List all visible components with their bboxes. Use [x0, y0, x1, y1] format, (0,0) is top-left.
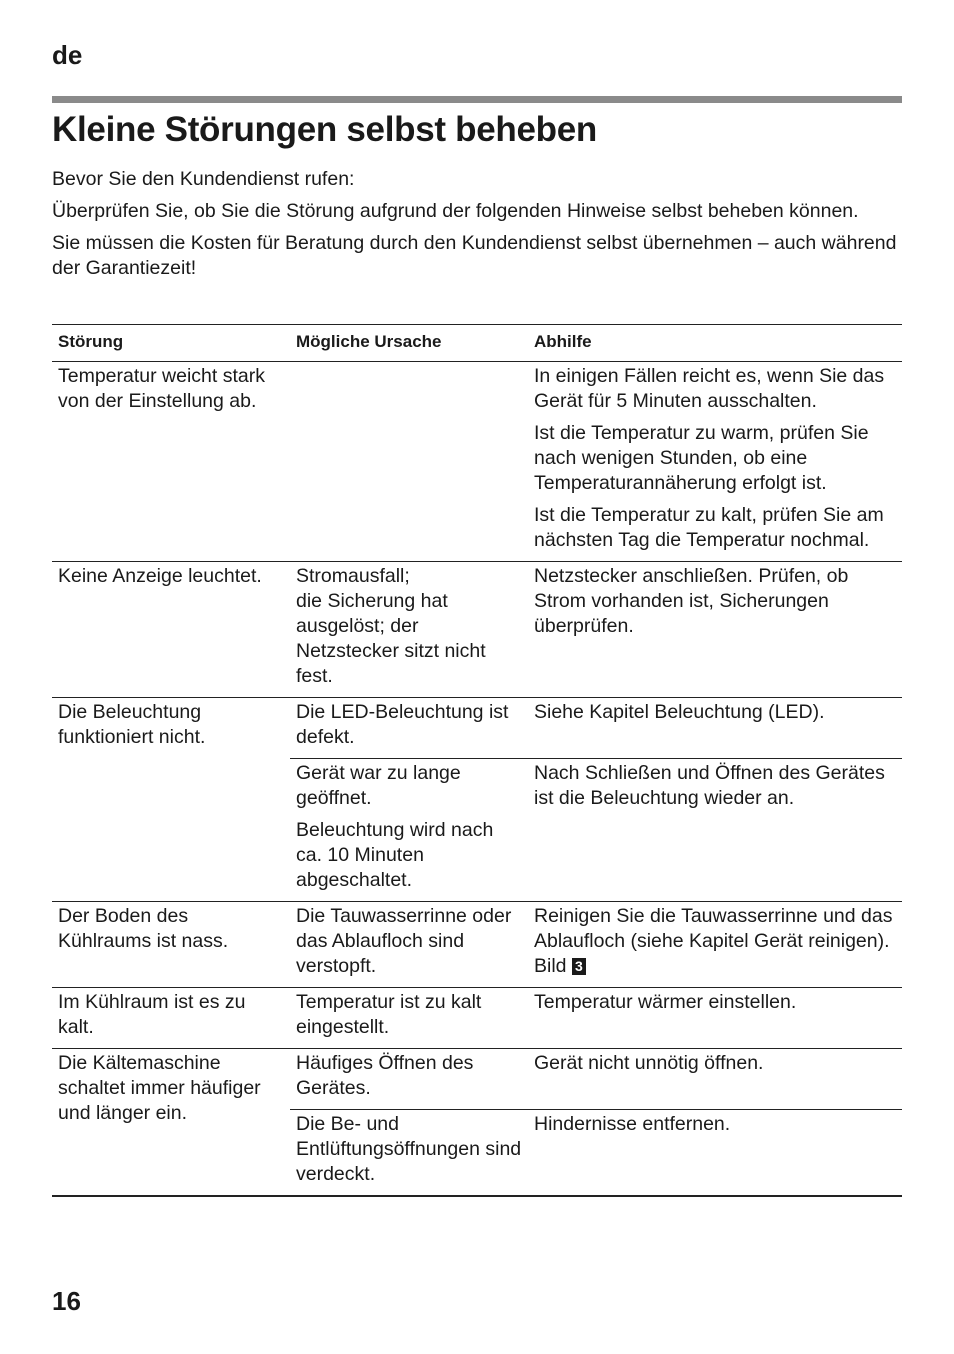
abhilfe-cell — [528, 362, 902, 562]
ursache-cell: Die LED-Beleuchtung ist defekt. — [290, 698, 528, 759]
intro-paragraph: Bevor Sie den Kundendienst rufen: — [52, 168, 355, 190]
column-header-stoerung: Störung — [52, 325, 290, 362]
ursache-cell — [290, 562, 528, 698]
ursache-cell — [290, 362, 528, 562]
ursache-text: Gerät war zu lange geöffnet. — [296, 762, 461, 809]
table-row — [52, 698, 902, 759]
stoerung-cell: Keine Anzeige leuchtet. — [52, 562, 290, 698]
ursache-text: Beleuchtung wird nach ca. 10 Minuten abgeschaltet. — [296, 819, 494, 891]
stoerung-cell: Temperatur weicht stark von der Einstellung ab. — [52, 362, 290, 562]
table-row — [52, 988, 902, 1049]
column-header-abhilfe: Abhilfe — [528, 325, 902, 362]
abhilfe-cell — [528, 902, 902, 988]
abhilfe-text: In einigen Fällen reicht es, wenn Sie das Gerät für 5 Minuten ausschalten. — [534, 365, 885, 412]
ursache-cell: Die Be- und Entlüftungsöffnungen sind verdeckt. — [290, 1110, 528, 1197]
page-title: Kleine Störungen selbst beheben — [52, 110, 597, 149]
ursache-cell: Die Tauwasserrinne oder das Ablaufloch sind verstopft. — [290, 902, 528, 988]
stoerung-cell: Der Boden des Kühlraums ist nass. — [52, 902, 290, 988]
stoerung-cell: Die Kältemaschine schaltet immer häufiger und länger ein. — [52, 1049, 290, 1197]
abhilfe-text: Reinigen Sie die Tauwasserrinne und das Ablaufloch (siehe Kapitel Gerät reinigen). Bild — [534, 905, 893, 977]
intro-text — [52, 167, 902, 288]
ursache-cell: Temperatur ist zu kalt eingestellt. — [290, 988, 528, 1049]
abhilfe-cell: Gerät nicht unnötig öffnen. — [528, 1049, 902, 1110]
table-row — [52, 362, 902, 562]
abhilfe-cell: Hindernisse entfernen. — [528, 1110, 902, 1197]
ursache-line: die Sicherung hat ausgelöst; der Netzstecker sitzt nicht fest. — [296, 590, 486, 687]
abhilfe-cell: Netzstecker anschließen. Prüfen, ob Strom vorhanden ist, Sicherungen überprüfen. — [528, 562, 902, 698]
header-rule — [52, 96, 902, 103]
abhilfe-cell: Temperatur wärmer einstellen. — [528, 988, 902, 1049]
abhilfe-cell: Nach Schließen und Öffnen des Gerätes ist die Beleuchtung wieder an. — [528, 759, 902, 902]
table-row — [52, 1049, 902, 1110]
table-header-row — [52, 325, 902, 362]
figure-reference-badge: 3 — [572, 958, 586, 975]
abhilfe-text: Ist die Temperatur zu kalt, prüfen Sie am nächsten Tag die Temperatur nochmal. — [534, 504, 884, 551]
abhilfe-cell: Siehe Kapitel Beleuchtung (LED). — [528, 698, 902, 759]
intro-paragraph: Überprüfen Sie, ob Sie die Störung aufgrund der folgenden Hinweise selbst beheben können. — [52, 200, 859, 222]
column-header-ursache: Mögliche Ursache — [290, 325, 528, 362]
intro-paragraph: Sie müssen die Kosten für Beratung durch den Kundendienst selbst übernehmen – auch während der Garantiezeit! — [52, 232, 897, 279]
troubleshooting-table — [52, 324, 902, 1197]
page-number: 16 — [52, 1286, 81, 1316]
ursache-line: Stromausfall; — [296, 565, 410, 587]
stoerung-cell: Die Beleuchtung funktioniert nicht. — [52, 698, 290, 902]
ursache-cell — [290, 759, 528, 902]
abhilfe-text: Ist die Temperatur zu warm, prüfen Sie nach wenigen Stunden, ob eine Temperaturannäherung erfolgt ist. — [534, 422, 869, 494]
table-row — [52, 562, 902, 698]
stoerung-cell: Im Kühlraum ist es zu kalt. — [52, 988, 290, 1049]
ursache-cell: Häufiges Öffnen des Gerätes. — [290, 1049, 528, 1110]
language-code: de — [52, 40, 83, 70]
table-row — [52, 902, 902, 988]
